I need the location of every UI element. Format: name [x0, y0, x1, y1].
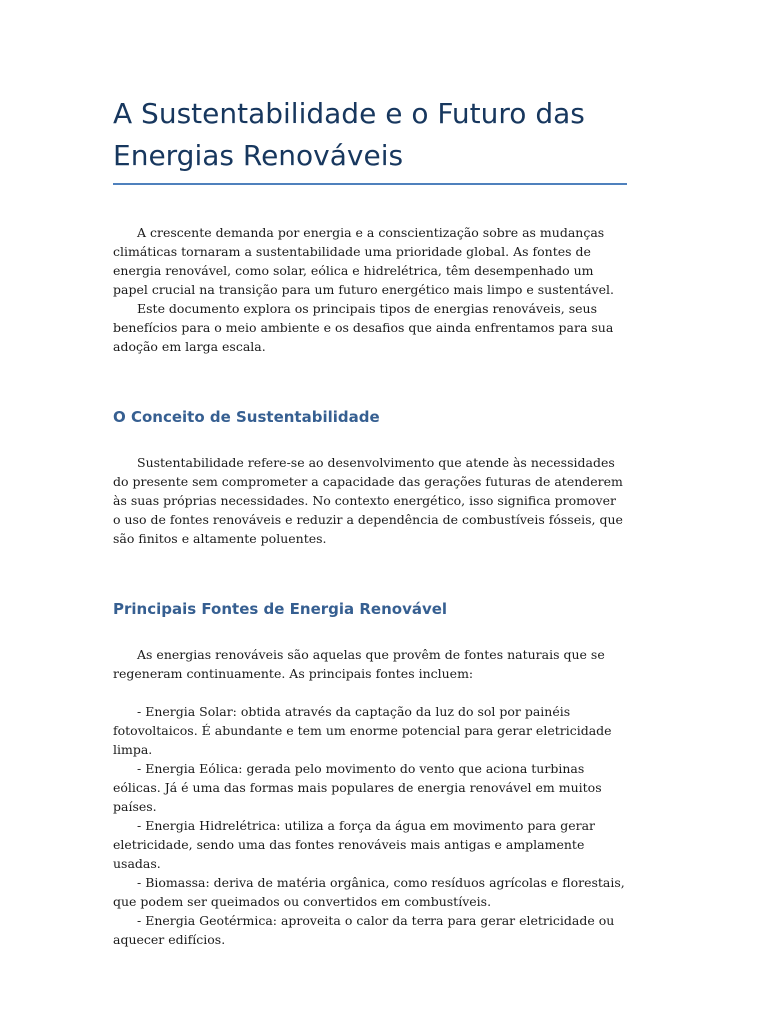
list-item-hydro: - Energia Hidrelétrica: utiliza a força da água em movimento para gerar eletricidade, sendo uma das fontes renováveis mais antigas e amplamente usadas.: [113, 818, 596, 871]
list-item-biomass: - Biomassa: deriva de matéria orgânica, como resíduos agrícolas e florestais, que podem ser queimados ou convertidos em combustíveis.: [113, 875, 625, 909]
section-body-sustainability-concept: [113, 453, 627, 548]
section-heading-renewable-sources: Principais Fontes de Energia Renovável: [113, 600, 448, 618]
section-body-renewable-sources: [113, 645, 627, 949]
intro-paragraph: A crescente demanda por energia e a conscientização sobre as mudanças climáticas tornaram a sustentabilidade uma prioridade global. As fontes de energia renovável, como solar, eólica e hidrelétrica, têm desempenhado um papel crucial na transição para um futuro energético mais limpo e sustentável.: [113, 225, 614, 297]
section-heading-sustainability-concept: O Conceito de Sustentabilidade: [113, 408, 380, 426]
blank-line: [113, 683, 627, 702]
body-paragraph: Sustentabilidade refere-se ao desenvolvimento que atende às necessidades do presente sem comprometer a capacidade das gerações futuras de atenderem às suas próprias necessidades. No contexto energético, isso significa promover o uso de fontes renováveis e reduzir a dependência de combustíveis fósseis, que são finitos e altamente poluentes.: [113, 455, 623, 546]
intro-section: [113, 223, 627, 356]
list-item-solar: - Energia Solar: obtida através da captação da luz do sol por painéis fotovoltaicos. É abundante e tem um enorme potencial para gerar eletricidade limpa.: [113, 704, 612, 757]
document-page: [113, 0, 627, 949]
body-paragraph: As energias renováveis são aquelas que provêm de fontes naturais que se regeneram continuamente. As principais fontes incluem:: [113, 647, 605, 681]
list-item-geothermal: - Energia Geotérmica: aproveita o calor da terra para gerar eletricidade ou aquecer edifícios.: [113, 913, 615, 947]
document-title: A Sustentabilidade e o Futuro das Energias Renováveis: [113, 93, 627, 185]
list-item-wind: - Energia Eólica: gerada pelo movimento do vento que aciona turbinas eólicas. Já é uma das formas mais populares de energia renovável em muitos países.: [113, 761, 602, 814]
intro-paragraph: Este documento explora os principais tipos de energias renováveis, seus benefícios para o meio ambiente e os desafios que ainda enfrentamos para sua adoção em larga escala.: [113, 301, 614, 354]
